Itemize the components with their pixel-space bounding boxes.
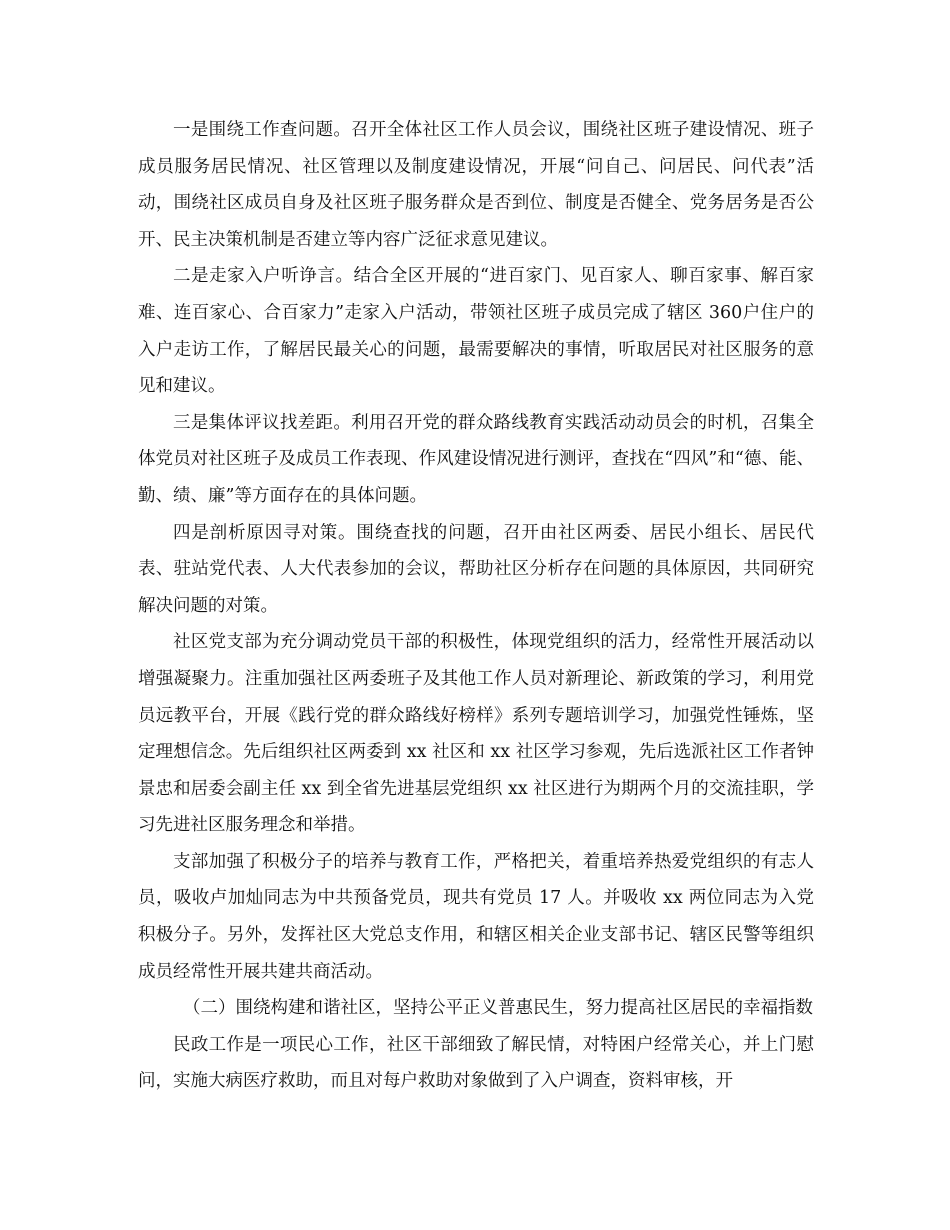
paragraph-5: 社区党支部为充分调动党员干部的积极性，体现党组织的活力，经常性开展活动以增强凝聚力。注重加强社区两委班子及其他工作人员对新理论、新政策的学习，利用党员远教平台，开展《践行党的群众路线好榜样》系列专题培训学习，加强党性锤炼，坚定理想信念。先后组织社区两委到 xx 社区和 xx 社区学习参观，先后选派社区工作者钟景忠和居委会副主任 xx 到全省先进基层党组织 xx 社区进行为期两个月的交流挂职，学习先进社区服务理念和举措。 — [138, 632, 814, 836]
paragraph-3: 三是集体评议找差距。利用召开党的群众路线教育实践活动动员会的时机，召集全体党员对社区班子及成员工作表现、作风建设情况进行测评，查找在“四风”和“德、能、勤、绩、廉”等方面存在的具体问题。 — [138, 412, 814, 506]
paragraph-2: 二是走家入户听诤言。结合全区开展的“进百家门、见百家人、聊百家事、解百家难、连百家心、合百家力”走家入户活动，带领社区班子成员完成了辖区 360户住户的入户走访工作，了解居民最关心的问题，最需要解决的事情，听取居民对社区服务的意见和建议。 — [138, 266, 814, 397]
paragraph-4: 四是剖析原因寻对策。围绕查找的问题，召开由社区两委、居民小组长、居民代表、驻站党代表、人大代表参加的会议，帮助社区分析存在问题的具体原因，共同研究解决问题的对策。 — [138, 522, 814, 616]
paragraph-8: 民政工作是一项民心工作，社区干部细致了解民情，对特困户经常关心，并上门慰问，实施大病医疗救助，而且对每户救助对象做到了入户调查，资料审核，开 — [138, 1034, 814, 1092]
section-heading: （二）围绕构建和谐社区，坚持公平正义普惠民生，努力提高社区居民的幸福指数 — [183, 998, 813, 1019]
paragraph-6: 支部加强了积极分子的培养与教育工作，严格把关，着重培养热爱党组织的有志人员，吸收卢加灿同志为中共预备党员，现共有党员 17 人。并吸收 xx 两位同志为入党积极分子。另外，发挥社区大党总支作用，和辖区相关企业支部书记、辖区民警等组织成员经常性开展共建共商活动。 — [138, 851, 814, 982]
paragraph-1: 一是围绕工作查问题。召开全体社区工作人员会议，围绕社区班子建设情况、班子成员服务居民情况、社区管理以及制度建设情况，开展“问自己、问居民、问代表”活动，围绕社区成员自身及社区班子服务群众是否到位、制度是否健全、党务居务是否公开、民主决策机制是否建立等内容广泛征求意见建议。 — [138, 120, 814, 250]
document-body — [138, 112, 814, 1100]
